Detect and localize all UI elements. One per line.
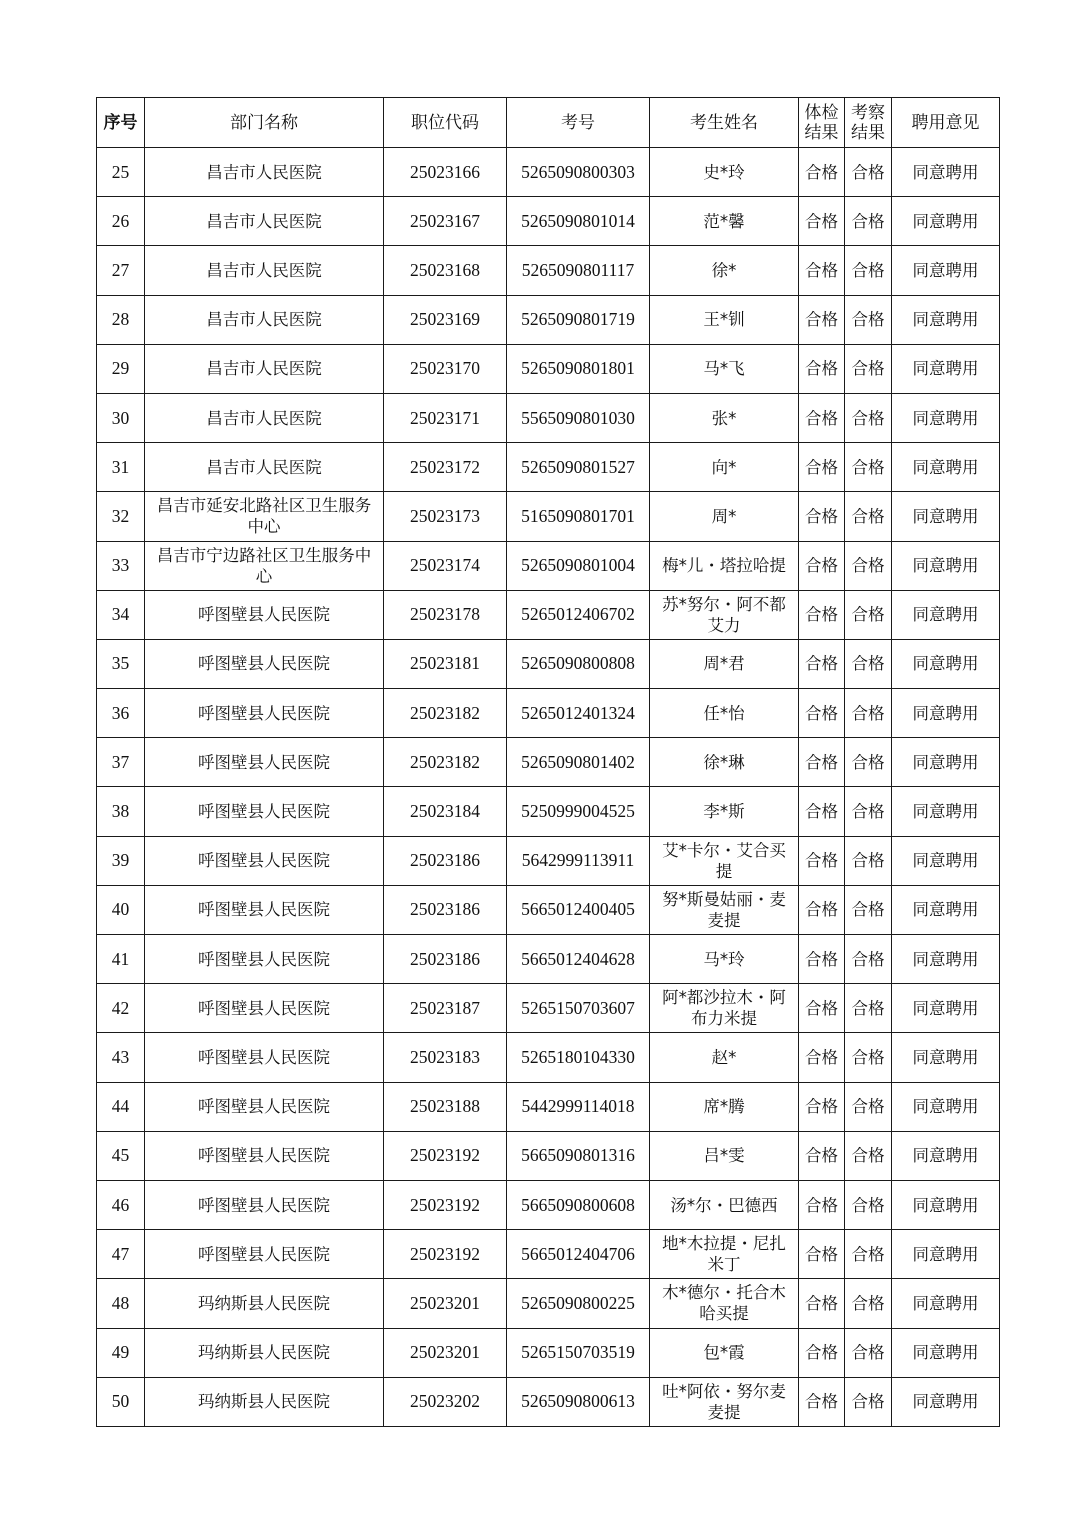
- cell-name: 马*玲: [650, 935, 799, 984]
- cell-dept: 呼图壁县人民医院: [145, 1082, 384, 1131]
- cell-exam-no: 5665012404706: [507, 1230, 650, 1279]
- cell-exam-no: 5265090800808: [507, 639, 650, 688]
- cell-code: 25023187: [384, 984, 507, 1033]
- cell-seq: 44: [97, 1082, 145, 1131]
- cell-name: 周*: [650, 492, 799, 541]
- cell-dept: 呼图壁县人民医院: [145, 639, 384, 688]
- cell-opinion: 同意聘用: [892, 1131, 1000, 1180]
- table-row: [97, 1033, 1000, 1082]
- cell-opinion: 同意聘用: [892, 1279, 1000, 1328]
- cell-physical: 合格: [799, 541, 845, 590]
- cell-opinion: 同意聘用: [892, 738, 1000, 787]
- cell-seq: 41: [97, 935, 145, 984]
- cell-physical: 合格: [799, 1082, 845, 1131]
- header-physical: 体检结果: [799, 98, 845, 148]
- cell-dept: 呼图壁县人民医院: [145, 1033, 384, 1082]
- cell-seq: 34: [97, 590, 145, 639]
- cell-physical: 合格: [799, 295, 845, 344]
- cell-physical: 合格: [799, 443, 845, 492]
- table-row: [97, 935, 1000, 984]
- cell-physical: 合格: [799, 1033, 845, 1082]
- cell-dept: 昌吉市延安北路社区卫生服务中心: [145, 492, 384, 541]
- cell-code: 25023192: [384, 1180, 507, 1229]
- cell-seq: 32: [97, 492, 145, 541]
- cell-exam-no: 5665090801316: [507, 1131, 650, 1180]
- cell-code: 25023186: [384, 935, 507, 984]
- cell-physical: 合格: [799, 590, 845, 639]
- cell-name: 艾*卡尔・艾合买提: [650, 836, 799, 885]
- cell-name: 徐*: [650, 246, 799, 295]
- cell-inspection: 合格: [845, 1377, 892, 1426]
- table-row: [97, 738, 1000, 787]
- cell-seq: 40: [97, 885, 145, 934]
- cell-seq: 45: [97, 1131, 145, 1180]
- cell-exam-no: 5665012404628: [507, 935, 650, 984]
- cell-dept: 昌吉市人民医院: [145, 197, 384, 246]
- cell-inspection: 合格: [845, 1328, 892, 1377]
- table-row: [97, 393, 1000, 442]
- cell-opinion: 同意聘用: [892, 295, 1000, 344]
- cell-exam-no: 5665090800608: [507, 1180, 650, 1229]
- cell-code: 25023170: [384, 344, 507, 393]
- table-row: [97, 885, 1000, 934]
- cell-inspection: 合格: [845, 787, 892, 836]
- cell-name: 徐*琳: [650, 738, 799, 787]
- cell-inspection: 合格: [845, 639, 892, 688]
- cell-opinion: 同意聘用: [892, 1328, 1000, 1377]
- cell-opinion: 同意聘用: [892, 541, 1000, 590]
- table-row: [97, 344, 1000, 393]
- cell-exam-no: 5265090801801: [507, 344, 650, 393]
- cell-seq: 50: [97, 1377, 145, 1426]
- cell-code: 25023202: [384, 1377, 507, 1426]
- table-row: [97, 148, 1000, 197]
- cell-name: 阿*都沙拉木・阿布力米提: [650, 984, 799, 1033]
- cell-exam-no: 5265090800613: [507, 1377, 650, 1426]
- cell-inspection: 合格: [845, 1082, 892, 1131]
- cell-seq: 29: [97, 344, 145, 393]
- cell-opinion: 同意聘用: [892, 1230, 1000, 1279]
- cell-dept: 呼图壁县人民医院: [145, 590, 384, 639]
- cell-physical: 合格: [799, 984, 845, 1033]
- table-row: [97, 541, 1000, 590]
- cell-opinion: 同意聘用: [892, 148, 1000, 197]
- cell-opinion: 同意聘用: [892, 393, 1000, 442]
- cell-opinion: 同意聘用: [892, 984, 1000, 1033]
- cell-code: 25023184: [384, 787, 507, 836]
- cell-name: 赵*: [650, 1033, 799, 1082]
- cell-inspection: 合格: [845, 295, 892, 344]
- cell-physical: 合格: [799, 689, 845, 738]
- cell-inspection: 合格: [845, 197, 892, 246]
- cell-code: 25023168: [384, 246, 507, 295]
- cell-name: 苏*努尔・阿不都艾力: [650, 590, 799, 639]
- cell-seq: 47: [97, 1230, 145, 1279]
- cell-dept: 昌吉市宁边路社区卫生服务中心: [145, 541, 384, 590]
- cell-name: 范*馨: [650, 197, 799, 246]
- cell-name: 汤*尔・巴德西: [650, 1180, 799, 1229]
- cell-name: 梅*儿・塔拉哈提: [650, 541, 799, 590]
- cell-code: 25023182: [384, 689, 507, 738]
- cell-exam-no: 5665012400405: [507, 885, 650, 934]
- cell-code: 25023192: [384, 1230, 507, 1279]
- cell-physical: 合格: [799, 1131, 845, 1180]
- cell-inspection: 合格: [845, 1180, 892, 1229]
- cell-dept: 呼图壁县人民医院: [145, 885, 384, 934]
- cell-code: 25023174: [384, 541, 507, 590]
- cell-exam-no: 5265090801527: [507, 443, 650, 492]
- cell-name: 任*怡: [650, 689, 799, 738]
- table-row: [97, 492, 1000, 541]
- cell-physical: 合格: [799, 787, 845, 836]
- table-row: [97, 787, 1000, 836]
- cell-seq: 36: [97, 689, 145, 738]
- cell-dept: 呼图壁县人民医院: [145, 1180, 384, 1229]
- cell-code: 25023201: [384, 1328, 507, 1377]
- cell-inspection: 合格: [845, 1279, 892, 1328]
- cell-name: 木*德尔・托合木哈买提: [650, 1279, 799, 1328]
- cell-dept: 昌吉市人民医院: [145, 393, 384, 442]
- table-row: [97, 689, 1000, 738]
- cell-code: 25023188: [384, 1082, 507, 1131]
- cell-code: 25023186: [384, 836, 507, 885]
- cell-inspection: 合格: [845, 344, 892, 393]
- cell-exam-no: 5642999113911: [507, 836, 650, 885]
- cell-inspection: 合格: [845, 885, 892, 934]
- cell-physical: 合格: [799, 885, 845, 934]
- cell-inspection: 合格: [845, 492, 892, 541]
- table-row: [97, 984, 1000, 1033]
- cell-name: 史*玲: [650, 148, 799, 197]
- cell-dept: 玛纳斯县人民医院: [145, 1328, 384, 1377]
- table-row: [97, 1180, 1000, 1229]
- cell-code: 25023172: [384, 443, 507, 492]
- header-exam-no: 考号: [507, 98, 650, 148]
- cell-inspection: 合格: [845, 393, 892, 442]
- header-seq: 序号: [97, 98, 145, 148]
- cell-exam-no: 5265090801719: [507, 295, 650, 344]
- cell-code: 25023182: [384, 738, 507, 787]
- cell-exam-no: 5165090801701: [507, 492, 650, 541]
- cell-exam-no: 5265090801402: [507, 738, 650, 787]
- cell-seq: 30: [97, 393, 145, 442]
- cell-opinion: 同意聘用: [892, 590, 1000, 639]
- cell-exam-no: 5265090800225: [507, 1279, 650, 1328]
- cell-inspection: 合格: [845, 443, 892, 492]
- cell-exam-no: 5265090801117: [507, 246, 650, 295]
- cell-seq: 31: [97, 443, 145, 492]
- cell-inspection: 合格: [845, 836, 892, 885]
- cell-dept: 昌吉市人民医院: [145, 344, 384, 393]
- cell-physical: 合格: [799, 639, 845, 688]
- cell-exam-no: 5265150703519: [507, 1328, 650, 1377]
- cell-seq: 37: [97, 738, 145, 787]
- cell-code: 25023178: [384, 590, 507, 639]
- cell-dept: 呼图壁县人民医院: [145, 836, 384, 885]
- cell-name: 周*君: [650, 639, 799, 688]
- header-code: 职位代码: [384, 98, 507, 148]
- header-opinion: 聘用意见: [892, 98, 1000, 148]
- cell-name: 吕*雯: [650, 1131, 799, 1180]
- table-row: [97, 1279, 1000, 1328]
- cell-name: 努*斯曼姑丽・麦麦提: [650, 885, 799, 934]
- table-header-row: [97, 98, 1000, 148]
- cell-code: 25023183: [384, 1033, 507, 1082]
- cell-dept: 昌吉市人民医院: [145, 246, 384, 295]
- cell-opinion: 同意聘用: [892, 885, 1000, 934]
- cell-dept: 呼图壁县人民医院: [145, 1131, 384, 1180]
- table-row: [97, 1230, 1000, 1279]
- cell-opinion: 同意聘用: [892, 639, 1000, 688]
- cell-seq: 25: [97, 148, 145, 197]
- cell-inspection: 合格: [845, 689, 892, 738]
- cell-seq: 49: [97, 1328, 145, 1377]
- cell-physical: 合格: [799, 1279, 845, 1328]
- cell-dept: 玛纳斯县人民医院: [145, 1377, 384, 1426]
- cell-dept: 玛纳斯县人民医院: [145, 1279, 384, 1328]
- cell-dept: 呼图壁县人民医院: [145, 738, 384, 787]
- cell-exam-no: 5265090800303: [507, 148, 650, 197]
- cell-physical: 合格: [799, 1377, 845, 1426]
- cell-inspection: 合格: [845, 984, 892, 1033]
- cell-physical: 合格: [799, 344, 845, 393]
- table-row: [97, 590, 1000, 639]
- cell-seq: 42: [97, 984, 145, 1033]
- cell-seq: 46: [97, 1180, 145, 1229]
- cell-code: 25023173: [384, 492, 507, 541]
- cell-seq: 27: [97, 246, 145, 295]
- table-row: [97, 443, 1000, 492]
- cell-dept: 呼图壁县人民医院: [145, 1230, 384, 1279]
- cell-opinion: 同意聘用: [892, 1377, 1000, 1426]
- cell-inspection: 合格: [845, 1131, 892, 1180]
- cell-exam-no: 5265090801004: [507, 541, 650, 590]
- table-row: [97, 1377, 1000, 1426]
- cell-inspection: 合格: [845, 935, 892, 984]
- cell-code: 25023186: [384, 885, 507, 934]
- cell-inspection: 合格: [845, 1033, 892, 1082]
- cell-seq: 48: [97, 1279, 145, 1328]
- cell-exam-no: 5265090801014: [507, 197, 650, 246]
- table-row: [97, 197, 1000, 246]
- cell-physical: 合格: [799, 1328, 845, 1377]
- cell-inspection: 合格: [845, 738, 892, 787]
- cell-seq: 26: [97, 197, 145, 246]
- cell-inspection: 合格: [845, 246, 892, 295]
- cell-name: 马*飞: [650, 344, 799, 393]
- cell-seq: 33: [97, 541, 145, 590]
- cell-physical: 合格: [799, 836, 845, 885]
- table-row: [97, 1082, 1000, 1131]
- cell-seq: 28: [97, 295, 145, 344]
- cell-name: 吐*阿依・努尔麦麦提: [650, 1377, 799, 1426]
- cell-opinion: 同意聘用: [892, 246, 1000, 295]
- cell-inspection: 合格: [845, 590, 892, 639]
- cell-code: 25023181: [384, 639, 507, 688]
- cell-code: 25023166: [384, 148, 507, 197]
- cell-physical: 合格: [799, 1230, 845, 1279]
- cell-name: 王*钏: [650, 295, 799, 344]
- cell-seq: 35: [97, 639, 145, 688]
- cell-physical: 合格: [799, 393, 845, 442]
- header-dept: 部门名称: [145, 98, 384, 148]
- cell-opinion: 同意聘用: [892, 197, 1000, 246]
- cell-dept: 呼图壁县人民医院: [145, 984, 384, 1033]
- cell-dept: 昌吉市人民医院: [145, 295, 384, 344]
- header-name: 考生姓名: [650, 98, 799, 148]
- cell-opinion: 同意聘用: [892, 1033, 1000, 1082]
- cell-physical: 合格: [799, 492, 845, 541]
- cell-seq: 43: [97, 1033, 145, 1082]
- cell-dept: 昌吉市人民医院: [145, 148, 384, 197]
- cell-opinion: 同意聘用: [892, 787, 1000, 836]
- cell-code: 25023167: [384, 197, 507, 246]
- cell-exam-no: 5265012401324: [507, 689, 650, 738]
- cell-opinion: 同意聘用: [892, 689, 1000, 738]
- table-row: [97, 1131, 1000, 1180]
- cell-code: 25023169: [384, 295, 507, 344]
- hiring-results-table: [96, 97, 1000, 1427]
- cell-opinion: 同意聘用: [892, 344, 1000, 393]
- cell-opinion: 同意聘用: [892, 443, 1000, 492]
- cell-opinion: 同意聘用: [892, 935, 1000, 984]
- cell-exam-no: 5250999004525: [507, 787, 650, 836]
- cell-name: 地*木拉提・尼扎米丁: [650, 1230, 799, 1279]
- cell-physical: 合格: [799, 246, 845, 295]
- cell-opinion: 同意聘用: [892, 492, 1000, 541]
- cell-inspection: 合格: [845, 1230, 892, 1279]
- cell-opinion: 同意聘用: [892, 1180, 1000, 1229]
- table-row: [97, 246, 1000, 295]
- cell-seq: 38: [97, 787, 145, 836]
- cell-physical: 合格: [799, 935, 845, 984]
- cell-physical: 合格: [799, 148, 845, 197]
- table-row: [97, 295, 1000, 344]
- cell-dept: 呼图壁县人民医院: [145, 689, 384, 738]
- cell-code: 25023171: [384, 393, 507, 442]
- cell-exam-no: 5265150703607: [507, 984, 650, 1033]
- cell-name: 李*斯: [650, 787, 799, 836]
- header-inspection: 考察结果: [845, 98, 892, 148]
- cell-code: 25023201: [384, 1279, 507, 1328]
- cell-opinion: 同意聘用: [892, 836, 1000, 885]
- cell-inspection: 合格: [845, 541, 892, 590]
- cell-physical: 合格: [799, 738, 845, 787]
- cell-exam-no: 5265012406702: [507, 590, 650, 639]
- cell-name: 包*霞: [650, 1328, 799, 1377]
- cell-dept: 昌吉市人民医院: [145, 443, 384, 492]
- cell-physical: 合格: [799, 197, 845, 246]
- cell-name: 席*腾: [650, 1082, 799, 1131]
- cell-exam-no: 5565090801030: [507, 393, 650, 442]
- cell-dept: 呼图壁县人民医院: [145, 787, 384, 836]
- cell-name: 向*: [650, 443, 799, 492]
- cell-code: 25023192: [384, 1131, 507, 1180]
- cell-exam-no: 5265180104330: [507, 1033, 650, 1082]
- table-row: [97, 836, 1000, 885]
- cell-name: 张*: [650, 393, 799, 442]
- cell-seq: 39: [97, 836, 145, 885]
- cell-inspection: 合格: [845, 148, 892, 197]
- cell-opinion: 同意聘用: [892, 1082, 1000, 1131]
- table-row: [97, 1328, 1000, 1377]
- table-row: [97, 639, 1000, 688]
- cell-exam-no: 5442999114018: [507, 1082, 650, 1131]
- cell-physical: 合格: [799, 1180, 845, 1229]
- cell-dept: 呼图壁县人民医院: [145, 935, 384, 984]
